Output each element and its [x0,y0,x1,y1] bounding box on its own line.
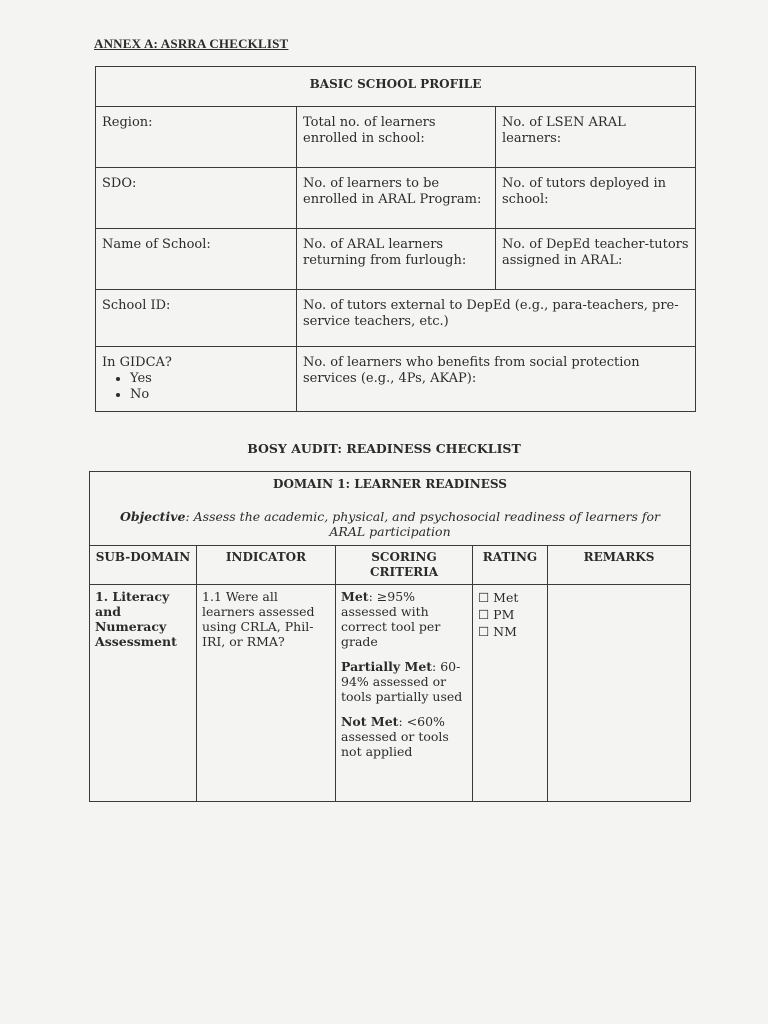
sdo-field[interactable]: SDO: [96,168,297,229]
total-learners-field[interactable]: Total no. of learners enrolled in school: [297,107,496,168]
learners-aral-field[interactable]: No. of learners to be enrolled in ARAL Program: [297,168,496,229]
objective-label: Objective [119,509,186,524]
rating-met-checkbox[interactable]: ☐ Met [478,590,519,605]
lsen-learners-field[interactable]: No. of LSEN ARAL learners: [496,107,696,168]
col-rating: RATING [473,546,548,585]
col-subdomain: SUB-DOMAIN [90,546,197,585]
annex-title: ANNEX A: ASRRA CHECKLIST [94,36,289,51]
domain-header: DOMAIN 1: LEARNER READINESS [90,472,691,506]
region-field[interactable]: Region: [96,107,297,168]
criteria-partially-met: Partially Met: 60-94% assessed or tools partially used [341,659,463,704]
gidca-field [96,347,297,412]
basic-school-profile-table [95,66,696,412]
objective [90,505,691,546]
rating-cell [473,585,548,802]
gidca-no-option[interactable]: • No [130,387,290,403]
school-name-field[interactable]: Name of School: [96,229,297,290]
returning-learners-field[interactable]: No. of ARAL learners returning from furlough: [297,229,496,290]
gidca-yes-option[interactable]: • Yes [130,371,290,387]
gidca-label: In GIDCA? [102,355,172,370]
rating-nm-checkbox[interactable]: ☐ NM [478,624,517,639]
col-remarks: REMARKS [548,546,691,585]
criteria-met: Met: ≥95% assessed with correct tool per grade [341,589,441,649]
domain-1-table [89,471,691,802]
bosy-audit-title: BOSY AUDIT: READINESS CHECKLIST [247,441,521,456]
external-tutors-field[interactable]: No. of tutors external to DepEd (e.g., para-teachers, pre-service teachers, etc.) [297,290,696,347]
objective-text: : Assess the academic, physical, and psychosocial readiness of learners for ARAL participation [185,509,661,539]
col-scoring-criteria: SCORING CRITERIA [336,546,473,585]
remarks-cell[interactable] [548,585,691,802]
indicator-cell: 1.1 Were all learners assessed using CRLA, Phil-IRI, or RMA? [197,585,336,802]
profile-header: BASIC SCHOOL PROFILE [96,67,696,107]
tutors-deployed-field[interactable]: No. of tutors deployed in school: [496,168,696,229]
rating-pm-checkbox[interactable]: ☐ PM [478,607,515,622]
school-id-field[interactable]: School ID: [96,290,297,347]
col-indicator: INDICATOR [197,546,336,585]
subdomain-cell: 1. Literacy and Numeracy Assessment [90,585,197,802]
social-protection-field[interactable]: No. of learners who benefits from social protection services (e.g., 4Ps, AKAP): [297,347,696,412]
deped-tutors-field[interactable]: No. of DepEd teacher-tutors assigned in ARAL: [496,229,696,290]
scoring-criteria-cell [336,585,473,802]
criteria-not-met: Not Met: <60% assessed or tools not applied [341,714,449,759]
